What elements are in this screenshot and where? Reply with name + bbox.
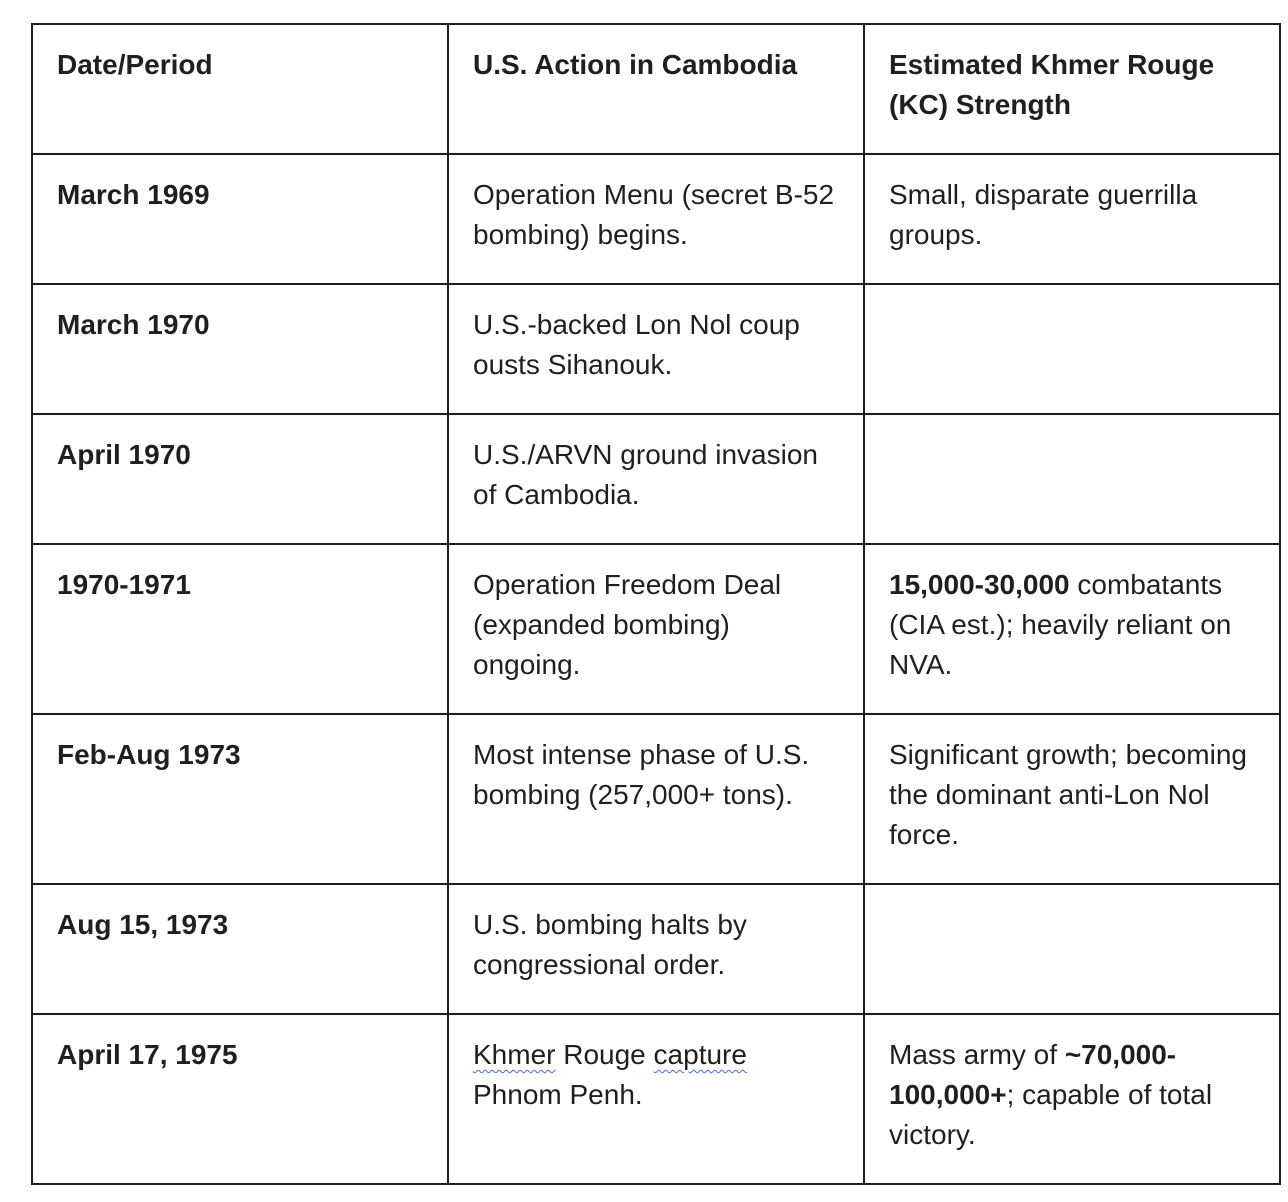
action-text: Rouge xyxy=(555,1039,654,1070)
action-cell: U.S./ARVN ground invasion of Cambodia. xyxy=(448,414,864,544)
table-row xyxy=(32,284,1280,414)
strength-cell xyxy=(864,284,1280,414)
table-row xyxy=(32,414,1280,544)
strength-cell xyxy=(864,414,1280,544)
strength-cell xyxy=(864,1014,1280,1184)
strength-text: ; capable of total victory. xyxy=(889,1079,1213,1150)
header-us-action: U.S. Action in Cambodia xyxy=(448,24,864,154)
header-date-period: Date/Period xyxy=(32,24,448,154)
action-cell: U.S. bombing halts by congressional order. xyxy=(448,884,864,1014)
spellcheck-word[interactable]: Khmer xyxy=(473,1039,556,1070)
action-cell: Most intense phase of U.S. bombing (257,000+ tons). xyxy=(448,714,864,884)
strength-cell: Significant growth; becoming the dominant anti-Lon Nol force. xyxy=(864,714,1280,884)
table-row xyxy=(32,714,1280,884)
strength-cell xyxy=(864,544,1280,714)
table-row xyxy=(32,884,1280,1014)
date-cell: March 1969 xyxy=(32,154,448,284)
date-cell: Feb-Aug 1973 xyxy=(32,714,448,884)
strength-bold-figure: 15,000-30,000 xyxy=(889,569,1070,600)
strength-cell xyxy=(864,884,1280,1014)
header-kc-strength: Estimated Khmer Rouge (KC) Strength xyxy=(864,24,1280,154)
strength-text: Mass army of xyxy=(889,1039,1065,1070)
date-cell: March 1970 xyxy=(32,284,448,414)
action-cell: U.S.-backed Lon Nol coup ousts Sihanouk. xyxy=(448,284,864,414)
table-row xyxy=(32,544,1280,714)
strength-cell: Small, disparate guerrilla groups. xyxy=(864,154,1280,284)
date-cell: April 1970 xyxy=(32,414,448,544)
table-row xyxy=(32,154,1280,284)
kc-strength-table xyxy=(31,23,1281,1185)
spellcheck-word[interactable]: capture xyxy=(653,1039,747,1070)
date-cell: 1970-1971 xyxy=(32,544,448,714)
action-cell xyxy=(448,1014,864,1184)
action-text: Phnom Penh. xyxy=(473,1079,643,1110)
date-cell: Aug 15, 1973 xyxy=(32,884,448,1014)
strength-text: combatants (CIA est.); heavily reliant on NVA. xyxy=(889,569,1232,680)
action-cell: Operation Menu (secret B-52 bombing) begins. xyxy=(448,154,864,284)
date-cell: April 17, 1975 xyxy=(32,1014,448,1184)
action-cell: Operation Freedom Deal (expanded bombing) ongoing. xyxy=(448,544,864,714)
strength-bold-figure: ~70,000-100,000+ xyxy=(889,1039,1177,1110)
table-header-row xyxy=(32,24,1280,154)
table-row xyxy=(32,1014,1280,1184)
